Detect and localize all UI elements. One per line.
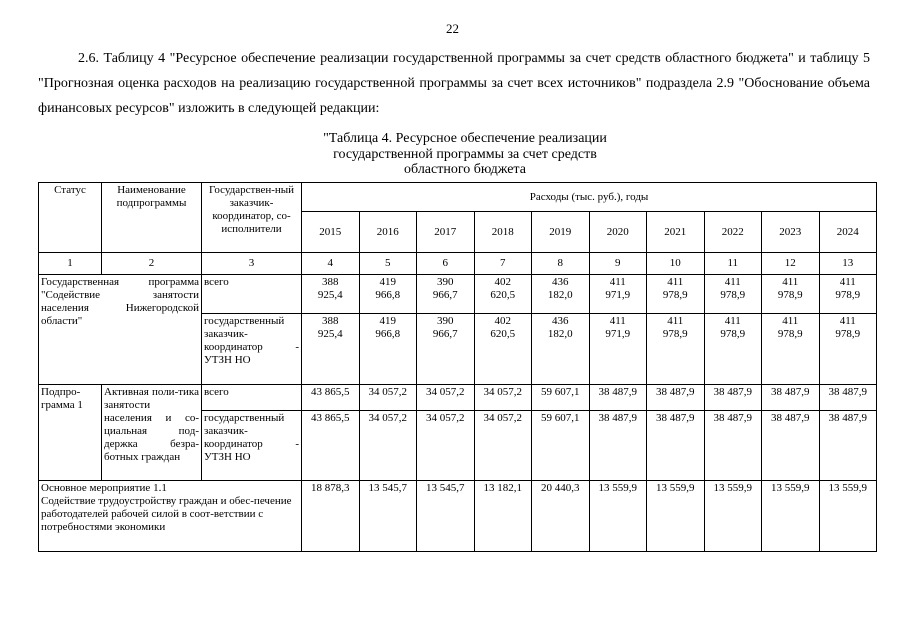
value-cell: 34 057,2: [474, 411, 532, 481]
page-number: 22: [446, 21, 459, 36]
column-index: 8: [532, 253, 590, 275]
value-cell: 38 487,9: [819, 385, 877, 411]
value-cell: 411 978,9: [704, 275, 762, 314]
value-cell: 38 487,9: [762, 385, 820, 411]
column-index: 6: [417, 253, 475, 275]
table-row: [39, 385, 877, 411]
header-year: 2019: [532, 212, 590, 253]
subprogram-name-cell: Активная поли-тика занятости населения и со-циальная под-держка безра-ботных граждан: [102, 385, 202, 481]
budget-table: [38, 182, 877, 552]
value-cell: 34 057,2: [359, 385, 417, 411]
column-index-row: [39, 253, 877, 275]
header-year: 2023: [762, 212, 820, 253]
value-cell: 38 487,9: [704, 411, 762, 481]
value-cell: 388 925,4: [302, 275, 360, 314]
subprogram-status-cell: Подпро-грамма 1: [39, 385, 102, 481]
value-cell: 38 487,9: [819, 411, 877, 481]
value-cell: 419 966,8: [359, 314, 417, 385]
value-cell: 390 966,7: [417, 275, 475, 314]
header-subprogram-name: Наименование подпрограммы: [102, 183, 202, 253]
value-cell: 436 182,0: [532, 314, 590, 385]
value-cell: 436 182,0: [532, 275, 590, 314]
value-cell: 34 057,2: [417, 385, 475, 411]
header-year: 2022: [704, 212, 762, 253]
value-cell: 388 925,4: [302, 314, 360, 385]
value-cell: 411 971,9: [589, 275, 647, 314]
value-cell: 18 878,3: [302, 481, 360, 552]
value-cell: 34 057,2: [359, 411, 417, 481]
program-status-cell: Государственная программа "Содействие занятости населения Нижегородской области": [39, 275, 202, 385]
value-cell: 13 559,9: [647, 481, 705, 552]
value-cell: 43 865,5: [302, 411, 360, 481]
column-index: 1: [39, 253, 102, 275]
header-status: Статус: [39, 183, 102, 253]
column-index: 5: [359, 253, 417, 275]
value-cell: 38 487,9: [647, 411, 705, 481]
customer-cell: государственный заказчик-координатор - УТЗН НО: [202, 314, 302, 385]
header-year: 2021: [647, 212, 705, 253]
value-cell: 59 607,1: [532, 385, 590, 411]
value-cell: 38 487,9: [762, 411, 820, 481]
column-index: 10: [647, 253, 705, 275]
customer-cell: государственный заказчик-координатор - УТЗН НО: [202, 411, 302, 481]
value-cell: 38 487,9: [647, 385, 705, 411]
column-index: 12: [762, 253, 820, 275]
customer-cell: всего: [202, 385, 302, 411]
header-year: 2017: [417, 212, 475, 253]
header-year: 2016: [359, 212, 417, 253]
value-cell: 13 182,1: [474, 481, 532, 552]
value-cell: 34 057,2: [417, 411, 475, 481]
value-cell: 13 559,9: [762, 481, 820, 552]
column-index: 4: [302, 253, 360, 275]
value-cell: 34 057,2: [474, 385, 532, 411]
header-year: 2024: [819, 212, 877, 253]
header-expenses: Расходы (тыс. руб.), годы: [302, 183, 877, 212]
value-cell: 411 978,9: [819, 314, 877, 385]
customer-cell: всего: [202, 275, 302, 314]
column-index: 3: [202, 253, 302, 275]
value-cell: 13 559,9: [589, 481, 647, 552]
value-cell: 411 978,9: [704, 314, 762, 385]
value-cell: 38 487,9: [589, 385, 647, 411]
value-cell: 411 971,9: [589, 314, 647, 385]
value-cell: 38 487,9: [704, 385, 762, 411]
value-cell: 390 966,7: [417, 314, 475, 385]
column-index: 11: [704, 253, 762, 275]
table-row: [39, 275, 877, 314]
column-index: 13: [819, 253, 877, 275]
header-year: 2015: [302, 212, 360, 253]
column-index: 2: [102, 253, 202, 275]
value-cell: 43 865,5: [302, 385, 360, 411]
value-cell: 402 620,5: [474, 314, 532, 385]
table-header-row: [39, 183, 877, 212]
header-year: 2020: [589, 212, 647, 253]
header-customer: Государствен-ный заказчик-координатор, со-исполнители: [202, 183, 302, 253]
value-cell: 13 545,7: [417, 481, 475, 552]
value-cell: 419 966,8: [359, 275, 417, 314]
table-row: [39, 481, 877, 552]
value-cell: 411 978,9: [819, 275, 877, 314]
column-index: 9: [589, 253, 647, 275]
table-caption: "Таблица 4. Ресурсное обеспечение реализации государственной программы за счет средств областного бюджета: [323, 131, 607, 177]
value-cell: 59 607,1: [532, 411, 590, 481]
value-cell: 411 978,9: [647, 275, 705, 314]
value-cell: 20 440,3: [532, 481, 590, 552]
value-cell: 411 978,9: [762, 275, 820, 314]
value-cell: 402 620,5: [474, 275, 532, 314]
value-cell: 411 978,9: [647, 314, 705, 385]
value-cell: 38 487,9: [589, 411, 647, 481]
value-cell: 13 545,7: [359, 481, 417, 552]
header-year: 2018: [474, 212, 532, 253]
value-cell: 13 559,9: [704, 481, 762, 552]
column-index: 7: [474, 253, 532, 275]
value-cell: 411 978,9: [762, 314, 820, 385]
intro-paragraph: 2.6. Таблицу 4 "Ресурсное обеспечение реализации государственной программы за счет средств областного бюджета" и таблицу 5 "Прогнозная оценка расходов на реализацию государственной программы за счет всех источников" подраздела 2.9 "Обоснование объема финансовых ресурсов" изложить в следующей редакции:: [38, 51, 870, 116]
value-cell: 13 559,9: [819, 481, 877, 552]
measure-title-cell: Основное мероприятие 1.1 Содействие трудоустройству граждан и обес-печение работодателей рабочей силой в соот-ветствии с потребностями экономики: [39, 481, 302, 552]
